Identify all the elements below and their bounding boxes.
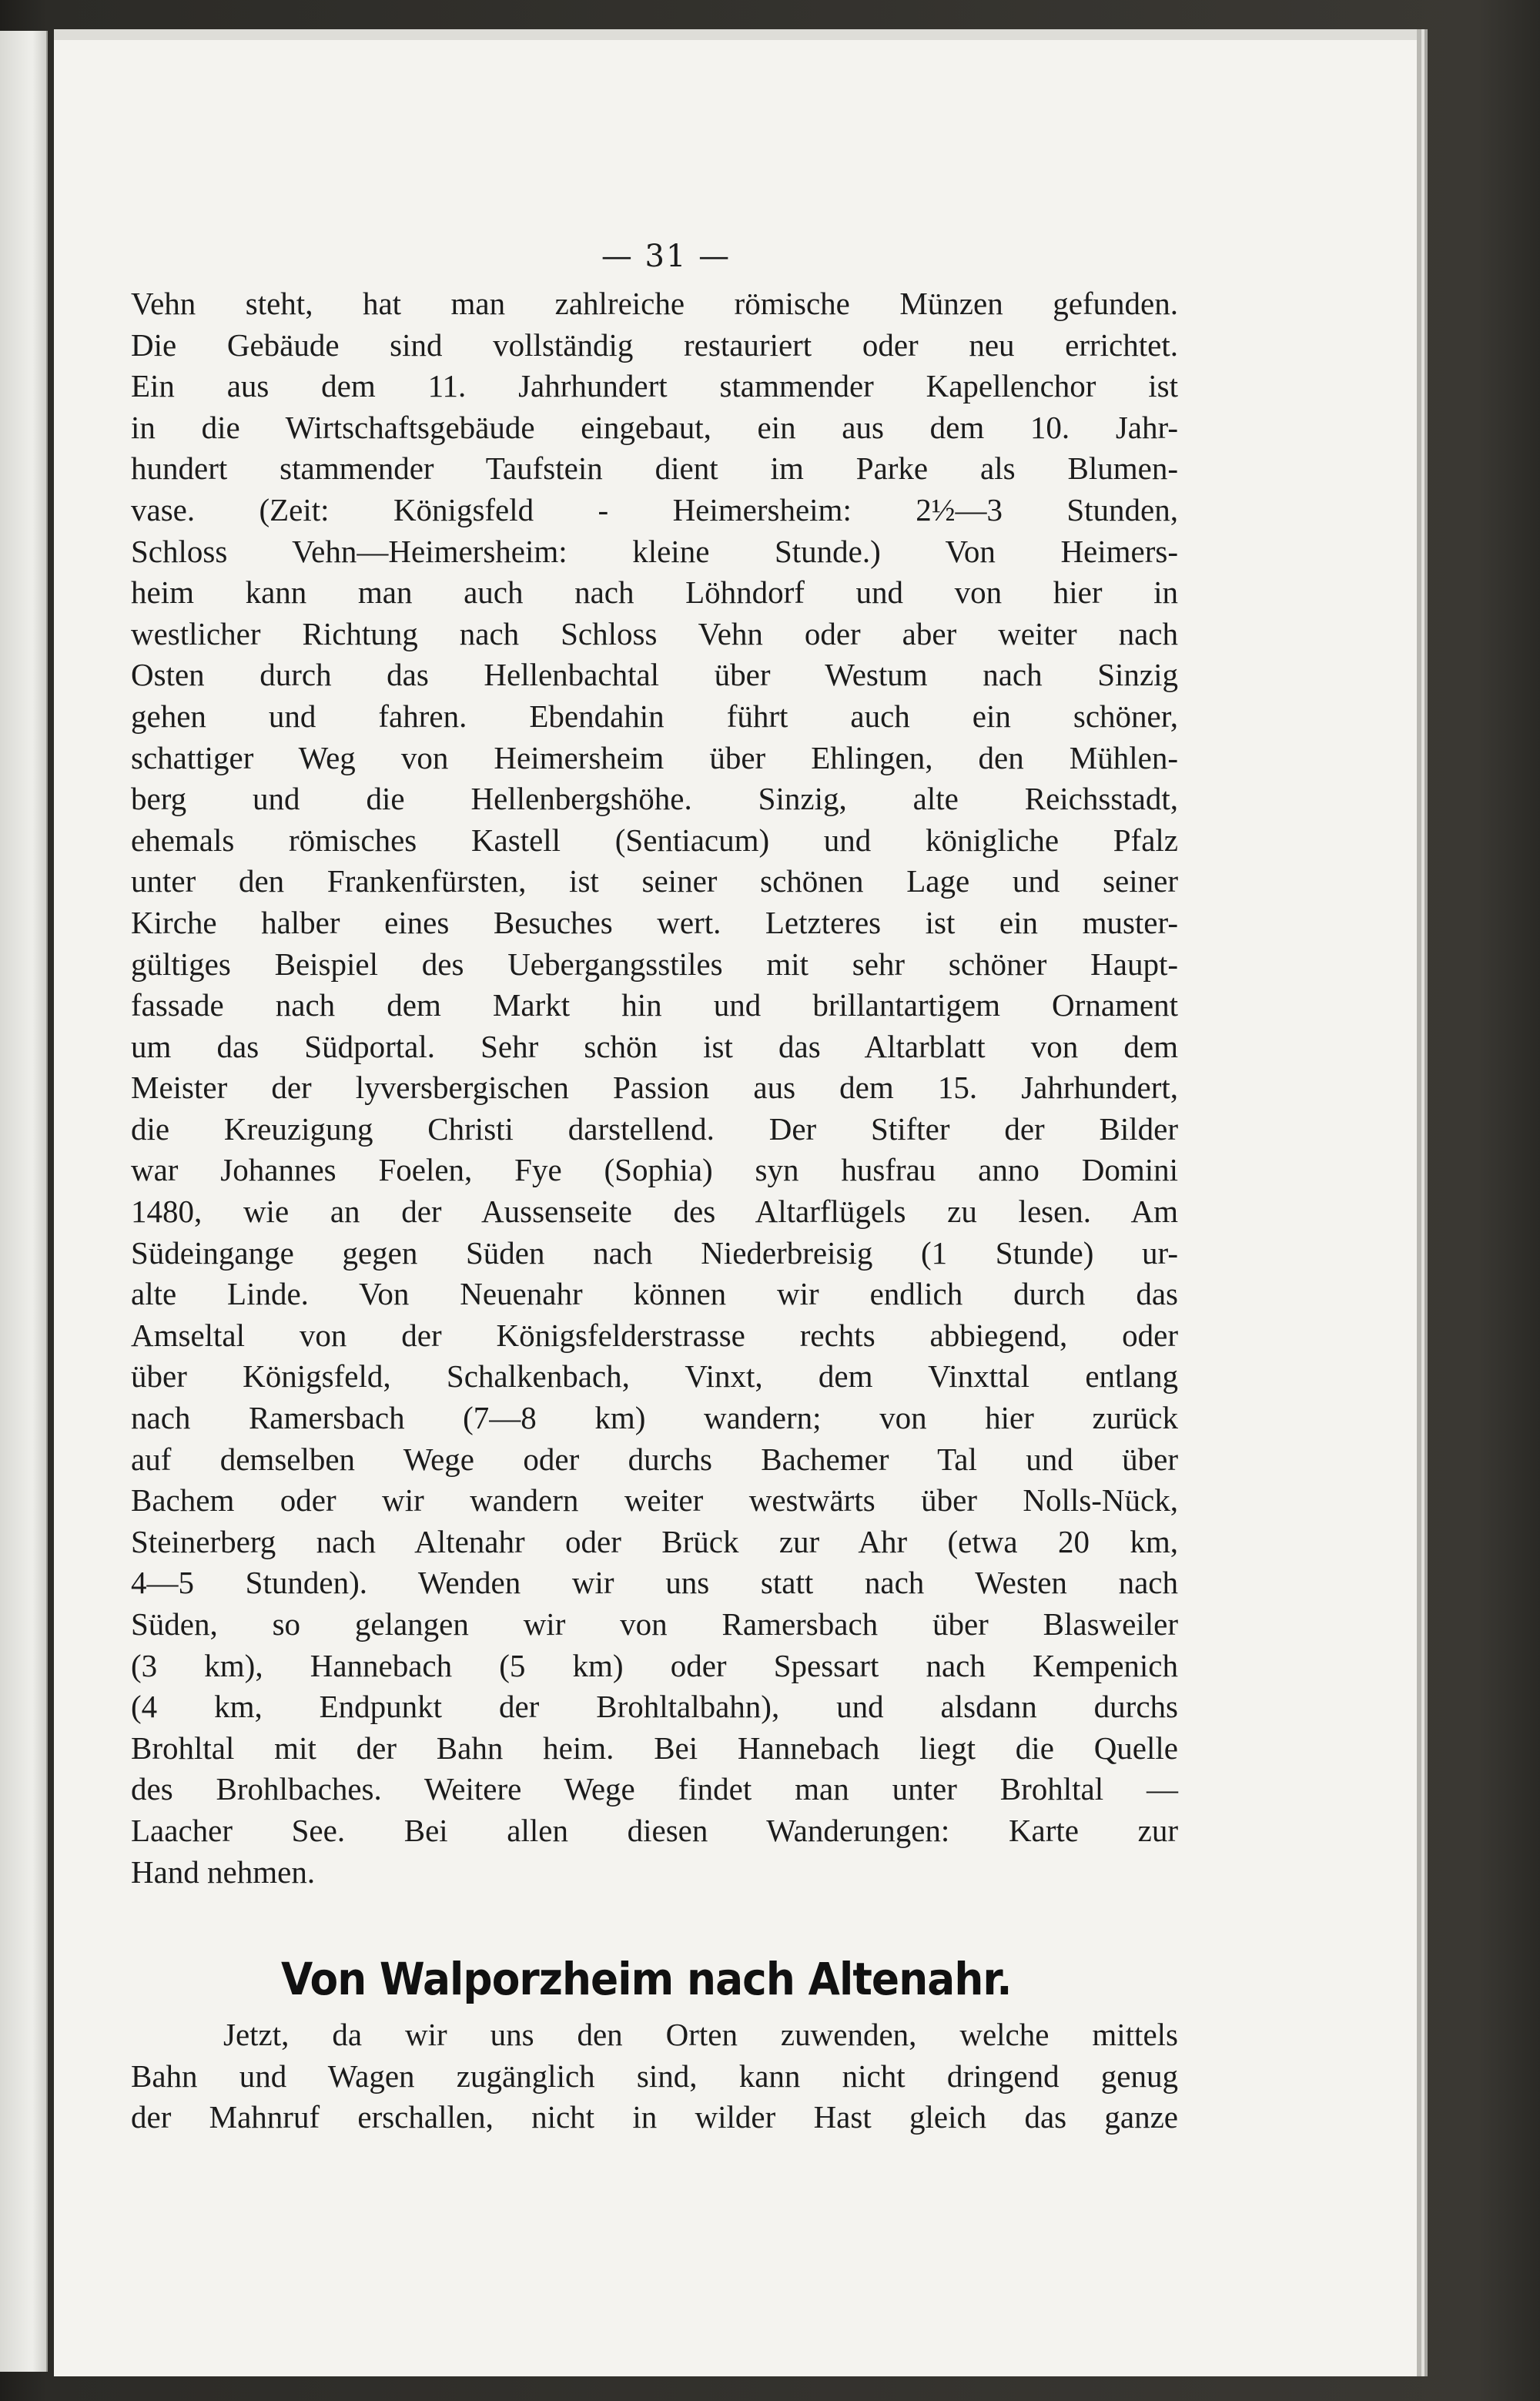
text-line: westlicher Richtung nach Schloss Vehn oder aber weiter nach [131, 615, 1178, 651]
text-line: 1480, wie an der Aussenseite des Altarflügels zu lesen. Am [131, 1194, 1178, 1230]
text-line: unter den Frankenfürsten, ist seiner schönen Lage und seiner [131, 863, 1178, 899]
text-line: ehemals römisches Kastell (Sentiacum) und königliche Pfalz [131, 822, 1178, 858]
paragraph-2 [131, 2014, 1178, 2138]
text-line: Hand nehmen. [131, 1853, 316, 1890]
text-line: gültiges Beispiel des Uebergangsstiles mit sehr schöner Haupt- [131, 946, 1178, 982]
text-line: Süden, so gelangen wir von Ramersbach über Blasweiler [131, 1606, 1178, 1642]
text-line: auf demselben Wege oder durchs Bachemer Tal und über [131, 1441, 1178, 1477]
text-line: Amseltal von der Königsfelderstrasse rechts abbiegend, oder [131, 1317, 1178, 1353]
text-line: Brohltal mit der Bahn heim. Bei Hannebach liegt die Quelle [131, 1730, 1178, 1766]
text-line: Laacher See. Bei allen diesen Wanderungen: Karte zur [131, 1812, 1178, 1848]
text-line: heim kann man auch nach Löhndorf und von hier in [131, 574, 1178, 611]
text-line: (4 km, Endpunkt der Brohltalbahn), und alsdann durchs [131, 1689, 1178, 1725]
text-line: 4—5 Stunden). Wenden wir uns statt nach Westen nach [131, 1565, 1178, 1601]
text-line: Schloss Vehn—Heimersheim: kleine Stunde.) Von Heimers- [131, 533, 1178, 569]
text-line: Südeingange gegen Süden nach Niederbreisig (1 Stunde) ur- [131, 1234, 1178, 1271]
text-line: hundert stammender Taufstein dient im Parke als Blumen- [131, 450, 1178, 487]
text-line: die Kreuzigung Christi darstellend. Der Stifter der Bilder [131, 1110, 1178, 1147]
paragraph-1 [131, 283, 1178, 1893]
text-line: Steinerberg nach Altenahr oder Brück zur Ahr (etwa 20 km, [131, 1523, 1178, 1559]
text-line: schattiger Weg von Heimersheim über Ehlingen, den Mühlen- [131, 739, 1178, 775]
text-line: Bachem oder wir wandern weiter westwärts über Nolls-Nück, [131, 1482, 1178, 1519]
text-line: der Mahnruf erschallen, nicht in wilder Hast gleich das ganze [131, 2099, 1178, 2135]
text-line: gehen und fahren. Ebendahin führt auch ein schöner, [131, 698, 1178, 734]
text-line: fassade nach dem Markt hin und brillantartigem Ornament [131, 987, 1178, 1023]
text-line: Ein aus dem 11. Jahrhundert stammender Kapellenchor ist [131, 368, 1178, 404]
text-line: Vehn steht, hat man zahlreiche römische Münzen gefunden. [131, 286, 1178, 321]
text-line: (3 km), Hannebach (5 km) oder Spessart nach Kempenich [131, 1647, 1178, 1683]
text-line: Kirche halber eines Besuches wert. Letzteres ist ein muster- [131, 904, 1178, 940]
text-line: des Brohlbaches. Weitere Wege findet man unter Brohltal — [131, 1771, 1178, 1807]
text-line: nach Ramersbach (7—8 km) wandern; von hier zurück [131, 1400, 1178, 1436]
page-number: — 31 — [601, 239, 732, 274]
text-line: Jetzt, da wir uns den Orten zuwenden, welche mittels [223, 2017, 1178, 2052]
text-line: in die Wirtschaftsgebäude eingebaut, ein aus dem 10. Jahr- [131, 409, 1178, 445]
text-line: um das Südportal. Sehr schön ist das Altarblatt von dem [131, 1028, 1178, 1064]
text-line: Die Gebäude sind vollständig restauriert oder neu errichtet. [131, 326, 1178, 363]
previous-page-edge [0, 31, 48, 2372]
text-line: über Königsfeld, Schalkenbach, Vinxt, dem Vinxttal entlang [131, 1358, 1178, 1395]
book-page [54, 29, 1417, 2376]
text-line: berg und die Hellenbergshöhe. Sinzig, alte Reichsstadt, [131, 781, 1178, 817]
section-heading: Von Walporzheim nach Altenahr. [281, 1953, 1012, 2005]
text-line: Osten durch das Hellenbachtal über Westum nach Sinzig [131, 657, 1178, 693]
text-line: Bahn und Wagen zugänglich sind, kann nicht dringend genug [131, 2058, 1178, 2094]
text-line: Meister der lyversbergischen Passion aus dem 15. Jahrhundert, [131, 1070, 1178, 1106]
text-line: alte Linde. Von Neuenahr können wir endlich durch das [131, 1276, 1178, 1312]
text-line: war Johannes Foelen, Fye (Sophia) syn husfrau anno Domini [131, 1152, 1178, 1188]
text-line: vase. (Zeit: Königsfeld - Heimersheim: 2½—3 Stunden, [131, 491, 1178, 527]
